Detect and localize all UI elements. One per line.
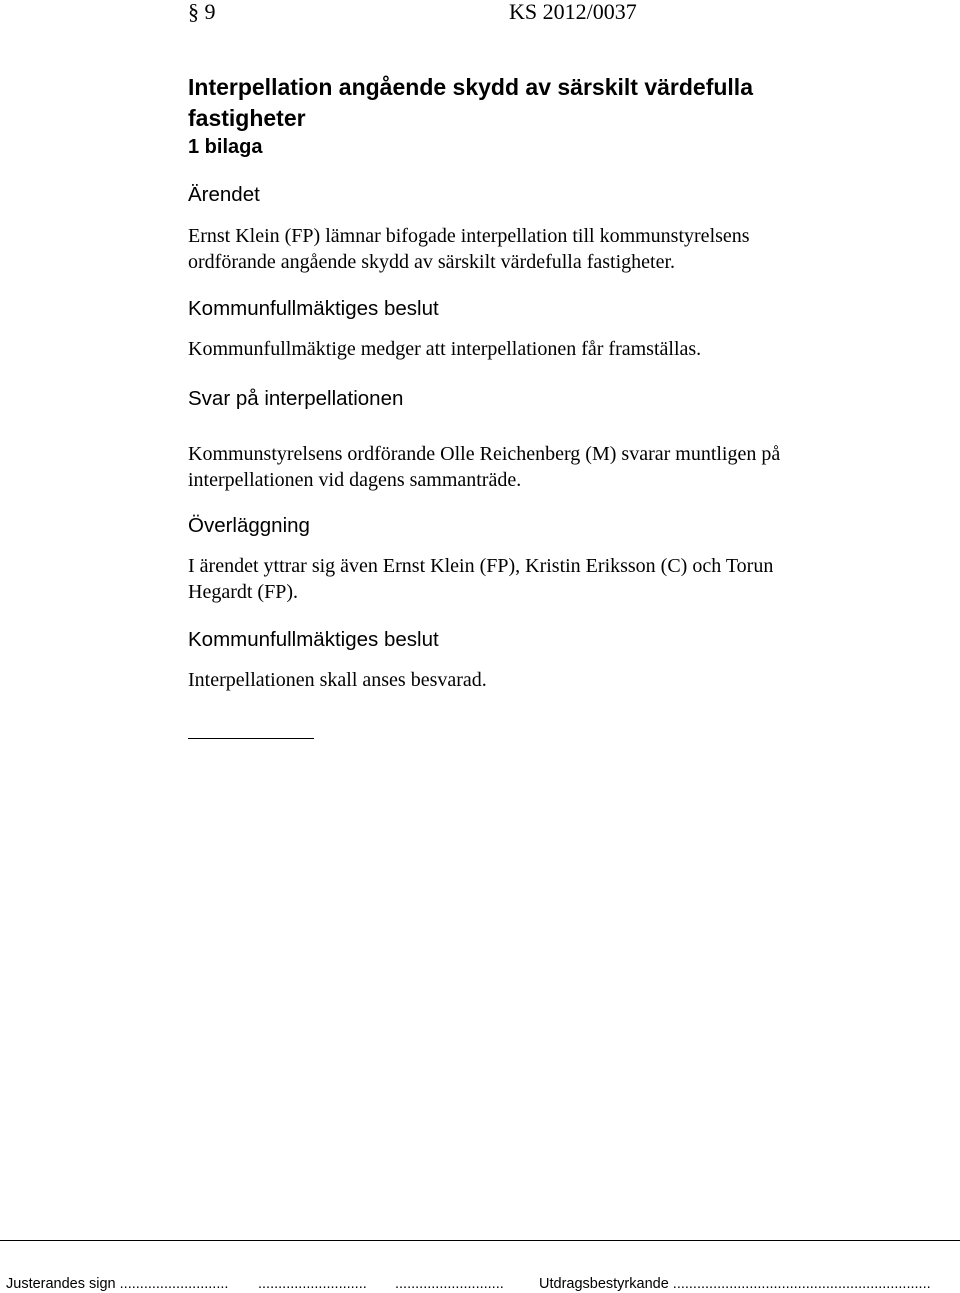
section-heading-svar: Svar på interpellationen [188,387,404,410]
section-heading-overlaggning: Överläggning [188,514,310,537]
beslut-final-text-line-1: Interpellationen skall anses besvarad. [188,669,487,691]
footer-sign-dots-2: ........................... [395,1276,504,1292]
arendet-text-line-2: ordförande angående skydd av särskilt värdefulla fastigheter. [188,251,676,273]
section-heading-arendet: Ärendet [188,183,260,206]
svar-text-line-1: Kommunstyrelsens ordförande Olle Reichenberg (M) svarar muntligen på [188,443,781,465]
footer-rule [0,1240,960,1241]
section-heading-beslut: Kommunfullmäktiges beslut [188,297,439,320]
footer-utdragsbestyrkande: Utdragsbestyrkande ................................................................ [539,1276,931,1292]
attachment-count: 1 bilaga [188,136,263,158]
overlaggning-text-line-2: Hegardt (FP). [188,581,298,603]
svar-text-line-2: interpellationen vid dagens sammanträde. [188,469,522,491]
footer-sign-dots-1: ........................... [258,1276,367,1292]
paragraph-number: § 9 [188,0,216,24]
case-number: KS 2012/0037 [509,0,637,24]
document-title-line-2: fastigheter [188,105,306,131]
footer-justerandes-sign: Justerandes sign ........................... [6,1276,229,1292]
section-heading-beslut-final: Kommunfullmäktiges beslut [188,628,439,651]
document-title-line-1: Interpellation angående skydd av särskilt värdefulla [188,74,753,100]
footnote-separator [188,738,314,739]
overlaggning-text-line-1: I ärendet yttrar sig även Ernst Klein (FP), Kristin Eriksson (C) och Torun [188,555,774,577]
beslut-text-line-1: Kommunfullmäktige medger att interpellationen får framställas. [188,338,702,360]
arendet-text-line-1: Ernst Klein (FP) lämnar bifogade interpellation till kommunstyrelsens [188,225,750,247]
